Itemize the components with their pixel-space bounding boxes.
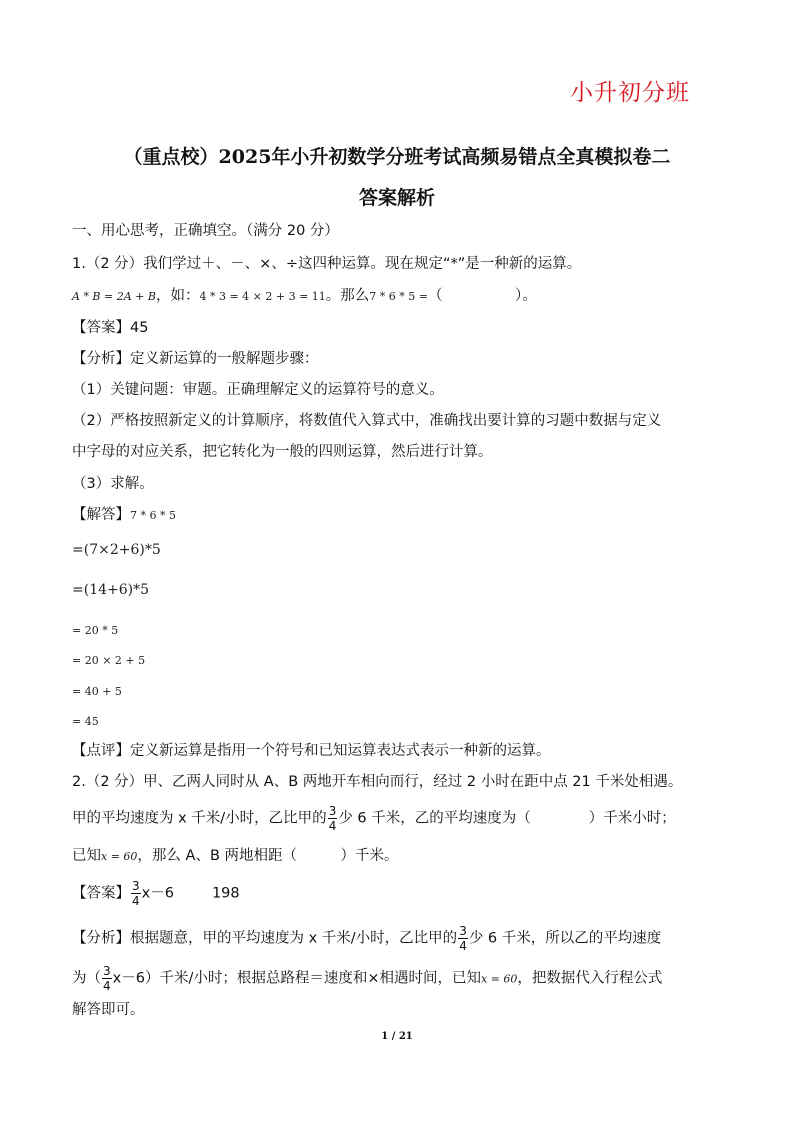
q2-ana2-b: x－6）千米/小时；根据总路程＝速度和×相遇时间，已知 <box>112 970 481 987</box>
q1-solve-expr: 7 * 6 * 5 <box>130 509 176 522</box>
q1-rule-ask: 7 * 6 * 5 = <box>369 290 428 303</box>
q1-comment: 【点评】定义新运算是指用一个符号和已知运算表达式表示一种新的运算。 <box>72 743 551 759</box>
q1-step2b: 中字母的对应关系，把它转化为一般的四则运算，然后进行计算。 <box>72 444 493 460</box>
calc-line: =(14+6)*5 <box>72 582 150 598</box>
fraction-three-quarters <box>328 805 338 832</box>
q2-stem3 <box>72 846 399 867</box>
q2-stem2 <box>72 805 676 832</box>
q2-stem3-a: 已知 <box>72 848 101 864</box>
fraction-three-quarters <box>131 880 141 907</box>
calc-line: = 45 <box>72 715 99 728</box>
calc-line: = 40 + 5 <box>72 685 122 698</box>
fraction-three-quarters <box>102 965 112 992</box>
q2-answer-label: 【答案】 <box>72 885 130 902</box>
fraction-denominator: 4 <box>103 979 111 993</box>
section-heading: 一、用心思考，正确填空。（满分 20 分） <box>72 223 339 239</box>
calc-line: =(7×2+6)*5 <box>72 542 161 558</box>
q1-step1: （1）关键问题：审题。正确理解定义的运算符号的意义。 <box>72 382 444 398</box>
q2-analysis-line1 <box>72 925 661 952</box>
fraction-denominator: 4 <box>132 894 140 908</box>
q2-ana2-c: ，把数据代入行程公式 <box>517 970 663 987</box>
page-number: 1 / 21 <box>381 1031 413 1042</box>
page-title: （重点校）2025年小升初数学分班考试高频易错点全真模拟卷二 <box>123 146 671 168</box>
q1-solve-label: 【解答】 <box>72 507 130 523</box>
q1-rule-tail1: 。那么 <box>325 288 370 304</box>
fraction-three-quarters <box>458 925 468 952</box>
q2-stem3-b: ，那么 A、B 两地相距（ ）千米。 <box>137 848 399 864</box>
q2-ana1-b: 少 6 千米，所以乙的平均速度 <box>468 930 662 947</box>
calc-line: = 20 * 5 <box>72 624 119 637</box>
q1-rule-tail2: （ ）。 <box>428 288 537 304</box>
q2-stem3-math: x = 60 <box>101 850 138 863</box>
q2-ana1-a: 【分析】根据题意，甲的平均速度为 x 千米/小时，乙比甲的 <box>72 930 458 947</box>
q2-analysis-line2 <box>72 965 662 992</box>
fraction-numerator: 3 <box>103 964 111 978</box>
q1-answer: 【答案】45 <box>72 320 149 336</box>
page-subtitle: 答案解析 <box>358 187 435 209</box>
q1-solve-line <box>72 505 176 526</box>
q2-answer-value: 198 <box>211 885 240 902</box>
q1-rule-example: 4 * 3 = 4 × 2 + 3 = 11 <box>199 290 326 303</box>
q1-analysis-head: 【分析】定义新运算的一般解题步骤： <box>72 351 319 367</box>
q2-ana2-a: 为（ <box>72 970 101 987</box>
q2-stem2-b: 少 6 千米，乙的平均速度为（ ）千米小时； <box>338 810 676 827</box>
fraction-denominator: 4 <box>328 819 337 833</box>
q2-answer-expr: x－6 <box>141 885 174 902</box>
q1-stem: 1.（2 分）我们学过＋、－、×、÷这四种运算。现在规定“*”是一种新的运算。 <box>72 256 582 272</box>
q2-stem1: 2.（2 分）甲、乙两人同时从 A、B 两地开车相向而行，经过 2 小时在距中点 21 千米处相遇。 <box>72 774 683 790</box>
q1-rule-mid: ，如： <box>155 288 200 304</box>
q2-answer <box>72 880 240 907</box>
q1-rule-line <box>72 286 537 307</box>
q1-step2a: （2）严格按照新定义的计算顺序，将数值代入算式中，准确找出要计算的习题中数据与定义 <box>72 413 662 429</box>
q2-ana2-math: x = 60 <box>480 972 518 986</box>
fraction-denominator: 4 <box>459 939 467 953</box>
q1-step3: （3）求解。 <box>72 476 154 492</box>
q2-stem2-a: 甲的平均速度为 x 千米/小时，乙比甲的 <box>72 810 327 827</box>
brand-label: 小升初分班 <box>570 80 690 106</box>
fraction-numerator: 3 <box>132 879 140 893</box>
calc-line: = 20 × 2 + 5 <box>72 654 146 667</box>
q1-rule-math: A * B = 2A + B <box>72 290 156 303</box>
fraction-numerator: 3 <box>459 924 467 938</box>
q2-analysis-line3: 解答即可。 <box>72 1002 145 1018</box>
fraction-numerator: 3 <box>328 804 337 818</box>
